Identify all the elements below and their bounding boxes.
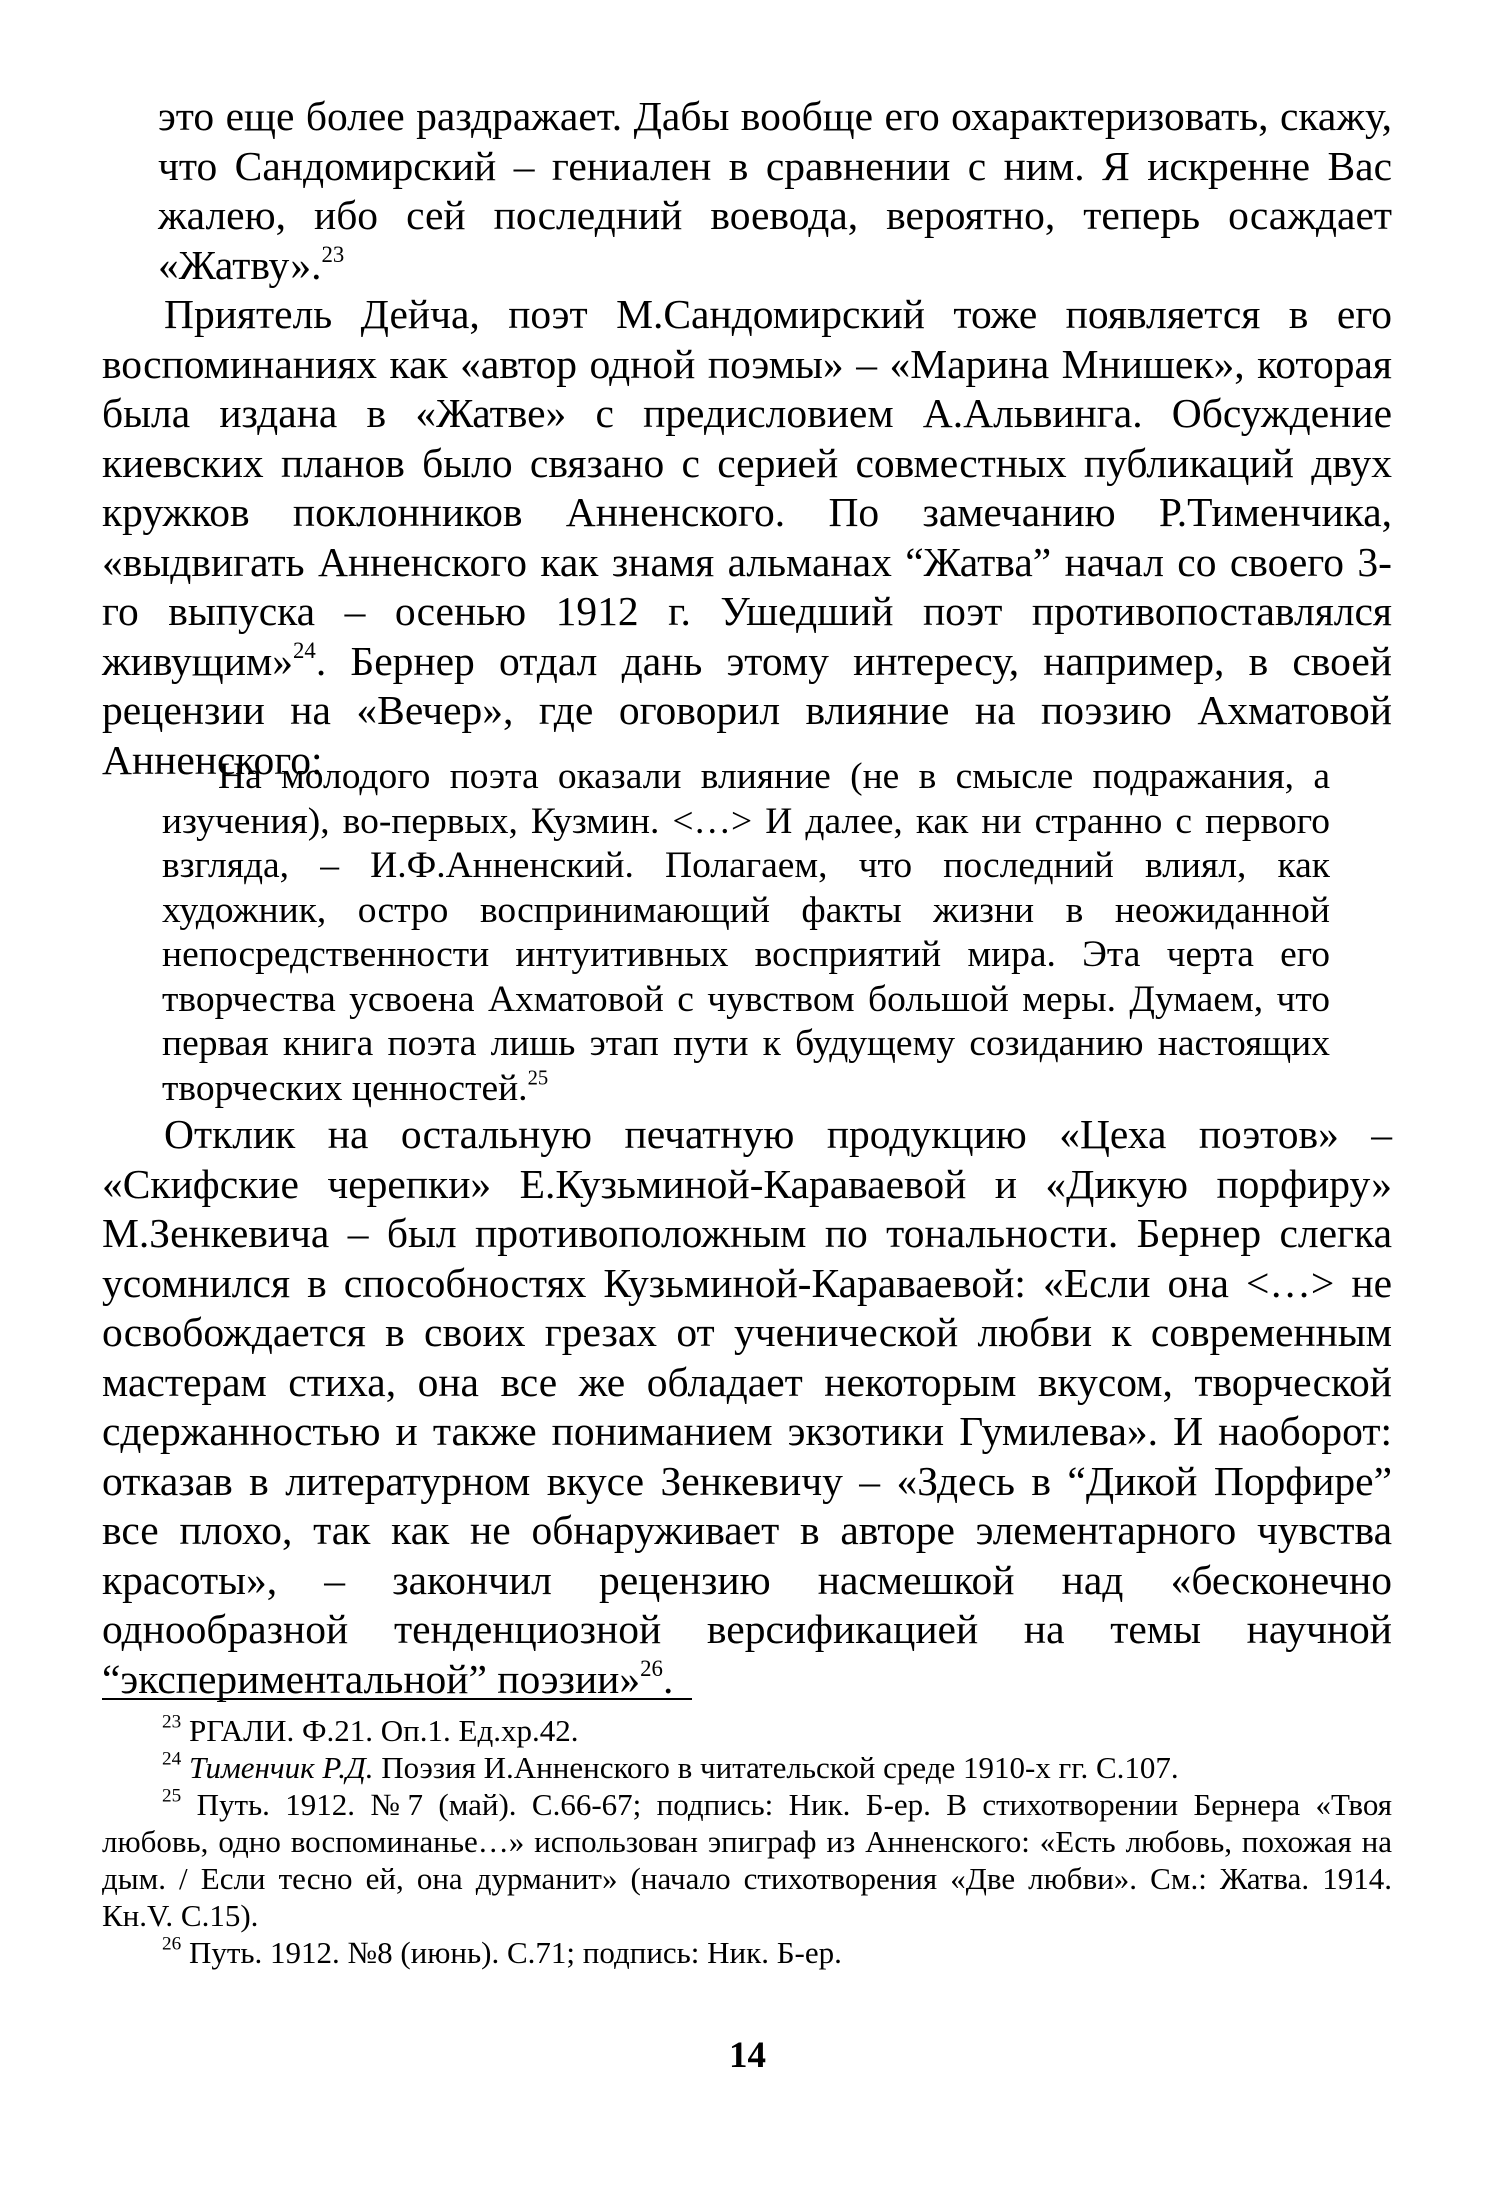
page-number: 14 <box>729 2035 766 2076</box>
footnote-number: 23 <box>162 1711 182 1733</box>
paragraph-text: это еще более раздражает. Дабы вообще его охарактеризовать, скажу, что Сандомирский – гениален в сравнении с ним. Я искренне Вас жалею, ибо сей последний воевода, вероятно, теперь осаждает «Жатву». <box>158 93 1392 288</box>
footnote-25 <box>102 1786 1392 1934</box>
footnote-ref-26[interactable]: 26 <box>640 1655 663 1681</box>
paragraph-text: Отклик на остальную печатную продукцию «Цеха поэтов» – «Скифские черепки» Е.Кузьминой-Караваевой и «Дикую порфиру» М.Зенкевича – был противоположным по тональности. Бернер слегка усомнился в способностях Кузьминой-Караваевой: «Если она <…> не освобождается в своих грезах от ученической любви к современным мастерам стиха, она все же обладает некоторым вкусом, творческой сдержанностью и также пониманием экзотики Гумилева». И наоборот: отказав в литературном вкусе Зенкевичу – «Здесь в “Дикой Порфире” все плохо, так как не обнаруживает в авторе элементарного чувства красоты», – закончил рецензию насмешкой над «бесконечно однообразной тенденциозной версификацией на темы научной “экспериментальной” поэзии» <box>102 1111 1392 1702</box>
footnote-ref-25[interactable]: 25 <box>527 1067 549 1090</box>
paragraph-text: Приятель Дейча, поэт М.Сандомирский тоже появляется в его воспоминаниях как «автор одной поэмы» – «Марина Мнишек», которая была издана в «Жатве» с предисловием А.Альвинга. Обсуждение киевских планов было связано с серией совместных публикаций двух кружков поклонников Анненского. По замечанию Р.Тименчика, «выдвигать Анненского как знамя альманах “Жатва” начал со своего 3-го выпуска – осенью 1912 г. Ушедший поэт противопоставлялся живущим» <box>102 291 1392 684</box>
footnotes <box>102 1712 1392 1971</box>
paragraph-end: . <box>662 1655 674 1702</box>
paragraph-review <box>102 1110 1392 1704</box>
footnote-26 <box>102 1934 1392 1971</box>
footnote-author: Тименчик Р.Д. <box>188 1750 374 1785</box>
quote-text: На молодого поэта оказали влияние (не в смысле подражания, а изучения), во-первых, Кузмин. <…> И далее, как ни странно с первого взгляда, – И.Ф.Анненский. Полагаем, что последний влиял, как художник, остро воспринимающий факты жизни в неожиданной непосредственности интуитивных восприятий мира. Эта черта его творчества усвоена Ахматовой с чувством большой меры. Думаем, что первая книга поэта лишь этап пути к будущему созиданию настоящих творческих ценностей. <box>162 756 1330 1109</box>
block-quote <box>162 755 1330 1111</box>
footnote-separator <box>102 1698 692 1700</box>
paragraph-continuation <box>102 92 1392 290</box>
footnote-23 <box>102 1712 1392 1749</box>
footnote-number: 26 <box>162 1933 182 1955</box>
footnote-text: РГАЛИ. Ф.21. Оп.1. Ед.хр.42. <box>188 1713 579 1748</box>
footnote-text: Путь. 1912. №7 (май). С.66-67; подпись: Ник. Б-ер. В стихотворении Бернера «Твоя любовь, одно воспоминанье…» использован эпиграф из Анненского: «Есть любовь, похожая на дым. / Если тесно ей, она дурманит» (начало стихотворения «Две любви». См.: Жатва. 1914. Кн.V. С.15). <box>102 1787 1392 1933</box>
footnote-number: 25 <box>162 1785 182 1807</box>
footnote-text: Поэзия И.Анненского в читательской среде 1910-х гг. С.107. <box>381 1750 1179 1785</box>
paragraph-text-cont: . Бернер отдал дань этому интересу, например, в своей рецензии на «Вечер», где оговорил влияние на поэзию Ахматовой Анненского: <box>102 637 1392 783</box>
footnote-24 <box>102 1749 1392 1786</box>
footnote-ref-23[interactable]: 23 <box>321 241 345 267</box>
footnote-text: Путь. 1912. №8 (июнь). С.71; подпись: Ник. Б-ер. <box>188 1935 842 1970</box>
paragraph-dejch <box>102 290 1392 785</box>
footnote-number: 24 <box>162 1748 182 1770</box>
footnote-ref-24[interactable]: 24 <box>293 637 316 663</box>
